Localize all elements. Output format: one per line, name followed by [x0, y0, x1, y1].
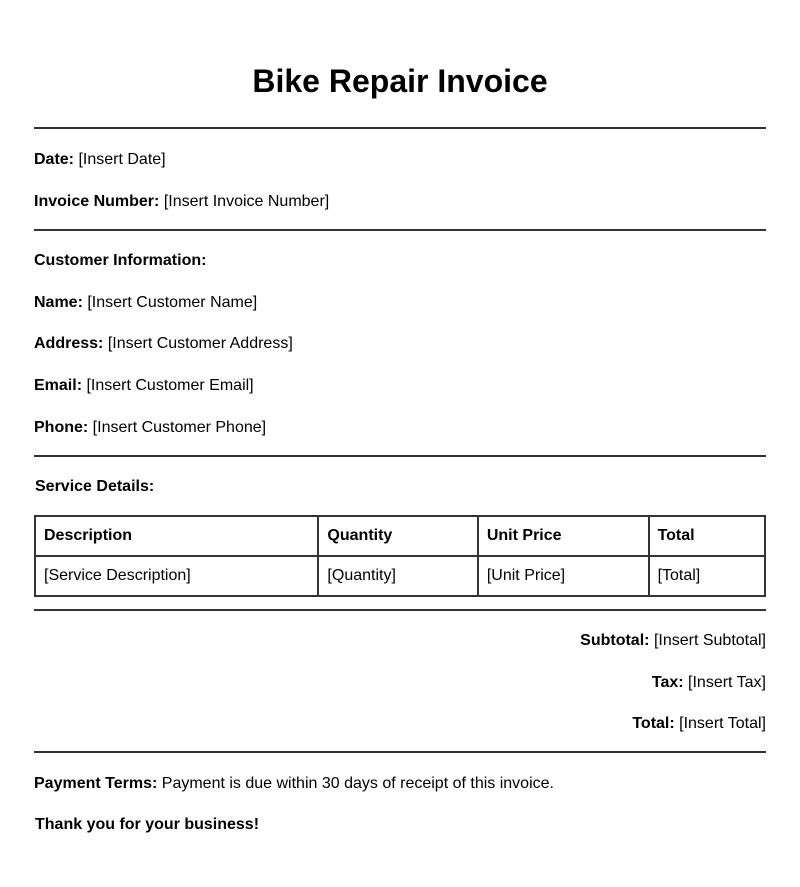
divider — [34, 609, 766, 611]
divider — [34, 751, 766, 753]
customer-name-label: Name: — [34, 294, 83, 311]
divider — [34, 229, 766, 231]
total-row — [34, 714, 766, 734]
subtotal-label: Subtotal: — [580, 632, 650, 649]
service-details-heading: Service Details: — [35, 478, 155, 495]
subtotal-value: [Insert Subtotal] — [653, 632, 766, 649]
tax-label: Tax: — [651, 674, 684, 691]
payment-terms-row — [34, 774, 766, 794]
invoice-number-label: Invoice Number: — [34, 193, 160, 210]
table-row — [35, 556, 765, 596]
customer-email-value: [Insert Customer Email] — [86, 377, 254, 394]
payment-terms-value: Payment is due within 30 days of receipt of this invoice. — [161, 775, 554, 792]
invoice-number-row — [34, 192, 766, 212]
customer-phone-row — [34, 418, 766, 438]
column-header-unit-price: Unit Price — [478, 516, 649, 556]
customer-email-row — [34, 376, 766, 396]
service-table — [34, 515, 766, 597]
cell-description: [Service Description] — [35, 556, 318, 596]
divider — [34, 455, 766, 457]
column-header-description: Description — [35, 516, 318, 556]
customer-name-value: [Insert Customer Name] — [87, 294, 258, 311]
total-label: Total: — [632, 715, 675, 732]
thank-you-message: Thank you for your business! — [35, 816, 260, 833]
customer-phone-label: Phone: — [34, 419, 89, 436]
column-header-total: Total — [649, 516, 765, 556]
customer-address-value: [Insert Customer Address] — [107, 335, 293, 352]
customer-email-label: Email: — [34, 377, 83, 394]
tax-value: [Insert Tax] — [688, 674, 766, 691]
customer-info-heading: Customer Information: — [34, 252, 207, 269]
divider — [34, 127, 766, 129]
customer-phone-value: [Insert Customer Phone] — [92, 419, 267, 436]
cell-unit-price: [Unit Price] — [478, 556, 649, 596]
cell-total: [Total] — [649, 556, 765, 596]
column-header-quantity: Quantity — [318, 516, 477, 556]
tax-row — [34, 673, 766, 693]
customer-name-row — [34, 293, 766, 313]
customer-address-row — [34, 334, 766, 354]
date-label: Date: — [34, 151, 75, 168]
table-header-row — [35, 516, 765, 556]
invoice-number-value: [Insert Invoice Number] — [163, 193, 330, 210]
cell-quantity: [Quantity] — [318, 556, 477, 596]
date-value: [Insert Date] — [78, 151, 166, 168]
customer-address-label: Address: — [34, 335, 104, 352]
invoice-title: Bike Repair Invoice — [252, 63, 548, 99]
payment-terms-label: Payment Terms: — [34, 775, 158, 792]
date-row — [34, 150, 766, 170]
total-value: [Insert Total] — [679, 715, 766, 732]
subtotal-row — [34, 631, 766, 651]
